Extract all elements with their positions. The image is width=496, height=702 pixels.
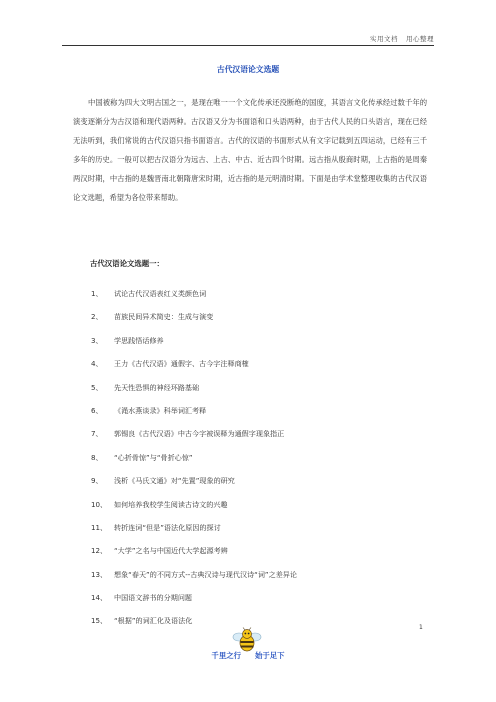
topic-number: 2、 [91, 312, 103, 322]
topic-item [91, 429, 297, 452]
topic-text: 苗族民间异术简史：生成与演变 [114, 312, 214, 322]
topic-number: 4、 [91, 359, 103, 369]
topic-item [91, 570, 297, 593]
topic-number: 10、 [91, 499, 108, 509]
topic-number: 9、 [91, 476, 103, 486]
topic-number: 6、 [91, 405, 103, 415]
topic-text: 转折连词“但是”语法化原因的探讨 [114, 522, 221, 532]
topic-item [91, 523, 297, 546]
topic-number: 15、 [91, 616, 108, 626]
topic-text: 学思践悟话修养 [114, 335, 164, 345]
topic-item [91, 359, 297, 382]
topic-item [91, 500, 297, 523]
topic-text: 《渑水燕谈录》科举词汇考释 [114, 405, 207, 415]
footer-slogan-left: 千里之行 [211, 651, 241, 660]
topic-item [91, 383, 297, 406]
topic-number: 14、 [91, 593, 108, 603]
topic-text: 浅析《马氏文通》对“先置”现象的研究 [114, 476, 235, 486]
header-note [370, 34, 434, 43]
topic-item [91, 453, 297, 476]
topic-item [91, 616, 297, 639]
topic-text: 先天性恐惧的神经环路基础 [114, 382, 200, 392]
topic-item [91, 289, 297, 312]
topic-item [91, 546, 297, 569]
topic-text: 中国语文辞书的分期问题 [114, 593, 193, 603]
topic-item [91, 593, 297, 616]
footer-slogan-right: 始于足下 [255, 651, 285, 660]
topic-text: 王力《古代汉语》通假字、古今字注释商榷 [114, 359, 249, 369]
topic-item [91, 476, 297, 499]
topic-item [91, 312, 297, 335]
intro-paragraph: 中国被称为四大文明古国之一，是现在唯一一个文化传承还没断绝的国度，其语言文化传承经过数千年的演变逐渐分为古汉语和现代语两种。古汉语又分为书面语和口头语两种，由于古代人民的口头语言，现在已经无法听到，我们常说的古代汉语只指书面语言。古代的汉语的书面形式从有文字记载到五四运动，已经有三千多年的历史。一般可以把古汉语分为远古、上古、中古、近古四个时期。远古指从殷商时期，上古指的是周秦两汉时期，中古指的是魏晋南北朝隋唐宋时期，近古指的是元明清时期。下面是由学术堂整理收集的古代汉语论文选题，希望为各位带来帮助。 [73, 98, 427, 202]
topic-text: 如何培养我校学生阅读古诗文的兴趣 [114, 499, 228, 509]
topic-number: 3、 [91, 335, 103, 345]
topic-text: 想象“春天”的不同方式--古典汉诗与现代汉诗“词”之差异论 [114, 569, 297, 579]
document-title: 古代汉语论文选题 [216, 65, 280, 74]
topic-item [91, 336, 297, 359]
topic-list [91, 289, 297, 640]
topic-number: 5、 [91, 382, 103, 392]
topic-number: 1、 [91, 289, 103, 298]
topic-number: 11、 [91, 522, 108, 532]
topic-text: “心折骨惊”与“骨折心惊” [114, 452, 193, 462]
topic-number: 7、 [91, 429, 103, 439]
topic-item [91, 406, 297, 429]
page-number: 1 [419, 624, 423, 631]
header-left-text: 实用文档 [370, 35, 398, 43]
topic-text: 郭锡良《古代汉语》中古今字被误释为通假字现象指正 [114, 429, 285, 439]
topic-number: 12、 [91, 546, 108, 556]
topic-text: “根据”的词汇化及语法化 [114, 616, 193, 626]
section-heading: 古代汉语论文选题一： [90, 259, 164, 268]
header-rule [62, 45, 434, 46]
topic-text: “大学”之名与中国近代大学起源考辨 [114, 546, 228, 556]
topic-number: 8、 [91, 452, 103, 462]
footer-slogan [0, 650, 496, 661]
topic-number: 13、 [91, 569, 108, 579]
topic-text: 试论古代汉语表红义类颜色词 [114, 289, 207, 298]
header-right-text: 用心整理 [406, 35, 434, 43]
